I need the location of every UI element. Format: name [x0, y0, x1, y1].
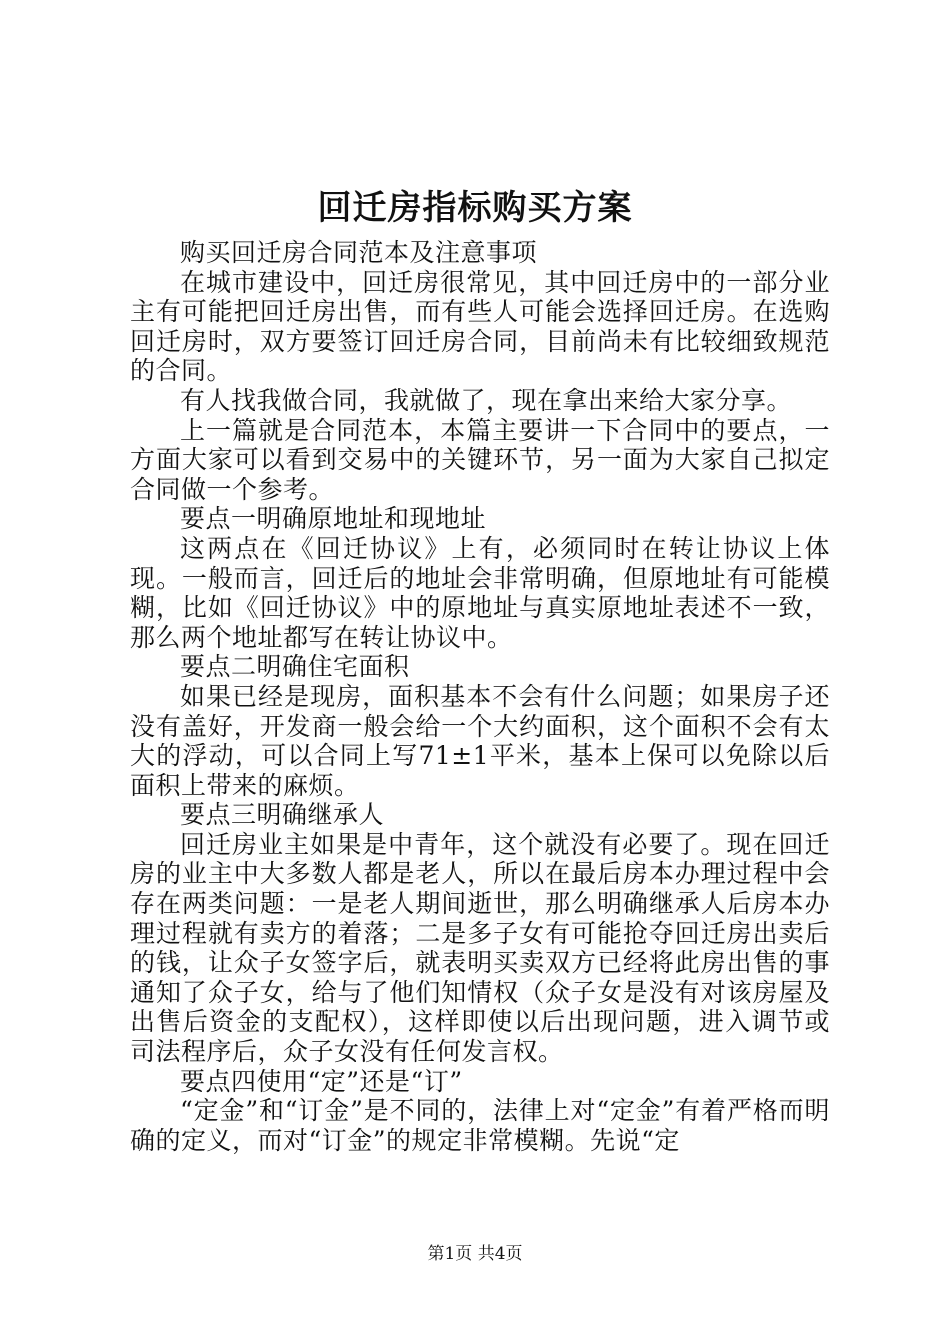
section-heading: 要点四使用“定”还是“订” — [180, 1066, 463, 1096]
body-paragraph: 如果已经是现房，面积基本不会有什么问题；如果房子还没有盖好，开发商一般会给一个大约面积，这个面积不会有太大的浮动，可以合同上写71±1平米，基本上保可以免除以后面积上带来的麻烦。 — [130, 681, 830, 800]
body-paragraph: 上一篇就是合同范本，本篇主要讲一下合同中的要点，一方面大家可以看到交易中的关键环节，另一面为大家自己拟定合同做一个参考。 — [130, 415, 830, 504]
section-heading: 购买回迁房合同范本及注意事项 — [180, 238, 538, 267]
document-title: 回迁房指标购买方案 — [317, 188, 633, 228]
body-paragraph: 这两点在《回迁协议》上有，必须同时在转让协议上体现。一般而言，回迁后的地址会非常明确，但原地址有可能模糊，比如《回迁协议》中的原地址与真实原地址表述不一致，那么两个地址都写在转让协议中。 — [130, 533, 830, 652]
body-paragraph: 在城市建设中，回迁房很常见，其中回迁房中的一部分业主有可能把回迁房出售，而有些人可能会选择回迁房。在选购回迁房时，双方要签订回迁房合同，目前尚未有比较细致规范的合同。 — [130, 267, 830, 386]
page-number: 第1页 共4页 — [427, 1244, 523, 1264]
section-heading: 要点一明确原地址和现地址 — [180, 504, 487, 534]
body-paragraph: 回迁房业主如果是中青年，这个就没有必要了。现在回迁房的业主中大多数人都是老人，所以在最后房本办理过程中会存在两类问题：一是老人期间逝世，那么明确继承人后房本办理过程就有卖方的着落；二是多子女有可能抢夺回迁房出卖后的钱，让众子女签字后，就表明买卖双方已经将此房出售的事通知了众子女，给与了他们知情权（众子女是没有对该房屋及出售后资金的支配权），这样即使以后出现问题，进入调节或司法程序后，众子女没有任何发言权。 — [130, 829, 830, 1067]
section-heading: 要点三明确继承人 — [180, 800, 385, 830]
body-paragraph: 有人找我做合同，我就做了，现在拿出来给大家分享。 — [180, 385, 793, 415]
body-paragraph: “定金”和“订金”是不同的，法律上对“定金”有着严格而明确的定义，而对“订金”的规定非常模糊。先说“定 — [130, 1096, 830, 1155]
section-heading: 要点二明确住宅面积 — [180, 652, 410, 682]
document-body — [130, 238, 830, 1155]
